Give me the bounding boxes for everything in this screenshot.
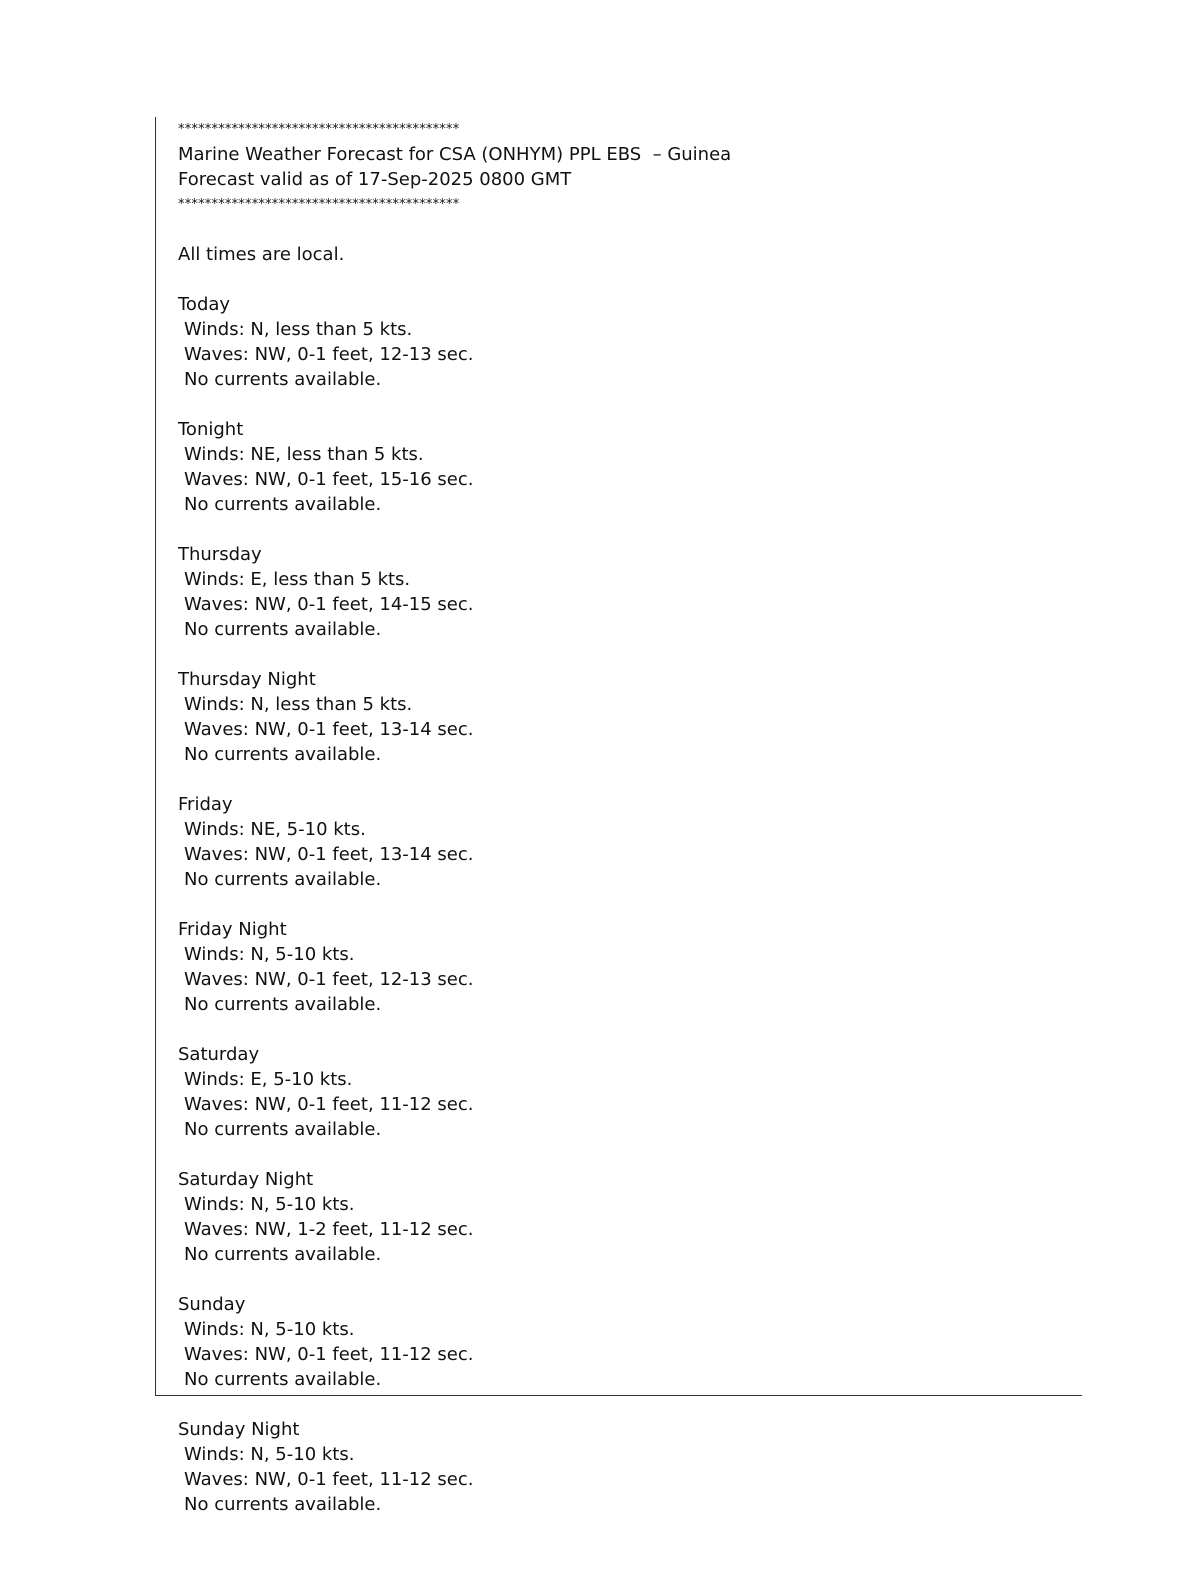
period-winds: Winds: N, less than 5 kts.	[184, 319, 413, 340]
forecast-period	[178, 542, 1058, 642]
frame-left-border	[155, 117, 156, 1395]
period-name: Saturday Night	[178, 1169, 314, 1190]
forecast-period	[178, 1167, 1058, 1267]
period-waves: Waves: NW, 0-1 feet, 11-12 sec.	[184, 1469, 474, 1490]
period-name: Thursday Night	[178, 669, 316, 690]
spacer	[178, 1267, 1058, 1292]
period-name: Today	[178, 294, 231, 315]
period-currents: No currents available.	[184, 1244, 382, 1265]
forecast-period	[178, 1292, 1058, 1392]
spacer	[178, 267, 1058, 292]
forecast-period	[178, 792, 1058, 892]
spacer	[178, 892, 1058, 917]
period-currents: No currents available.	[184, 744, 382, 765]
period-winds: Winds: NE, 5-10 kts.	[184, 819, 366, 840]
period-currents: No currents available.	[184, 1369, 382, 1390]
forecast-period	[178, 417, 1058, 517]
period-waves: Waves: NW, 0-1 feet, 15-16 sec.	[184, 469, 474, 490]
period-winds: Winds: NE, less than 5 kts.	[184, 444, 424, 465]
period-currents: No currents available.	[184, 994, 382, 1015]
period-winds: Winds: N, 5-10 kts.	[184, 1194, 355, 1215]
forecast-valid-time: Forecast valid as of 17-Sep-2025 0800 GMT	[178, 169, 572, 190]
period-waves: Waves: NW, 0-1 feet, 13-14 sec.	[184, 719, 474, 740]
header-stars-top: ******************************************	[178, 122, 460, 137]
period-winds: Winds: N, 5-10 kts.	[184, 944, 355, 965]
period-currents: No currents available.	[184, 1494, 382, 1515]
period-currents: No currents available.	[184, 1119, 382, 1140]
spacer	[178, 1392, 1058, 1417]
times-note: All times are local.	[178, 244, 345, 265]
period-winds: Winds: N, 5-10 kts.	[184, 1319, 355, 1340]
period-name: Tonight	[178, 419, 244, 440]
period-winds: Winds: E, less than 5 kts.	[184, 569, 411, 590]
forecast-document	[178, 117, 1058, 1517]
forecast-period	[178, 917, 1058, 1017]
period-currents: No currents available.	[184, 869, 382, 890]
period-winds: Winds: N, 5-10 kts.	[184, 1444, 355, 1465]
period-name: Saturday	[178, 1044, 260, 1065]
period-waves: Waves: NW, 0-1 feet, 11-12 sec.	[184, 1094, 474, 1115]
period-name: Sunday	[178, 1294, 246, 1315]
period-name: Friday	[178, 794, 233, 815]
period-currents: No currents available.	[184, 494, 382, 515]
period-name: Friday Night	[178, 919, 287, 940]
forecast-period	[178, 1042, 1058, 1142]
period-currents: No currents available.	[184, 619, 382, 640]
period-waves: Waves: NW, 0-1 feet, 11-12 sec.	[184, 1344, 474, 1365]
spacer	[178, 1142, 1058, 1167]
period-waves: Waves: NW, 0-1 feet, 14-15 sec.	[184, 594, 474, 615]
period-winds: Winds: N, less than 5 kts.	[184, 694, 413, 715]
period-name: Sunday Night	[178, 1419, 300, 1440]
period-waves: Waves: NW, 0-1 feet, 13-14 sec.	[184, 844, 474, 865]
spacer	[178, 392, 1058, 417]
period-winds: Winds: E, 5-10 kts.	[184, 1069, 353, 1090]
period-waves: Waves: NW, 0-1 feet, 12-13 sec.	[184, 969, 474, 990]
spacer	[178, 217, 1058, 242]
period-name: Thursday	[178, 544, 262, 565]
spacer	[178, 517, 1058, 542]
period-currents: No currents available.	[184, 369, 382, 390]
spacer	[178, 767, 1058, 792]
header-stars-bottom: ******************************************	[178, 197, 460, 212]
period-waves: Waves: NW, 1-2 feet, 11-12 sec.	[184, 1219, 474, 1240]
forecast-period	[178, 667, 1058, 767]
forecast-title: Marine Weather Forecast for CSA (ONHYM) PPL EBS – Guinea	[178, 144, 732, 165]
forecast-period	[178, 292, 1058, 392]
period-waves: Waves: NW, 0-1 feet, 12-13 sec.	[184, 344, 474, 365]
spacer	[178, 1017, 1058, 1042]
forecast-period	[178, 1417, 1058, 1517]
spacer	[178, 642, 1058, 667]
